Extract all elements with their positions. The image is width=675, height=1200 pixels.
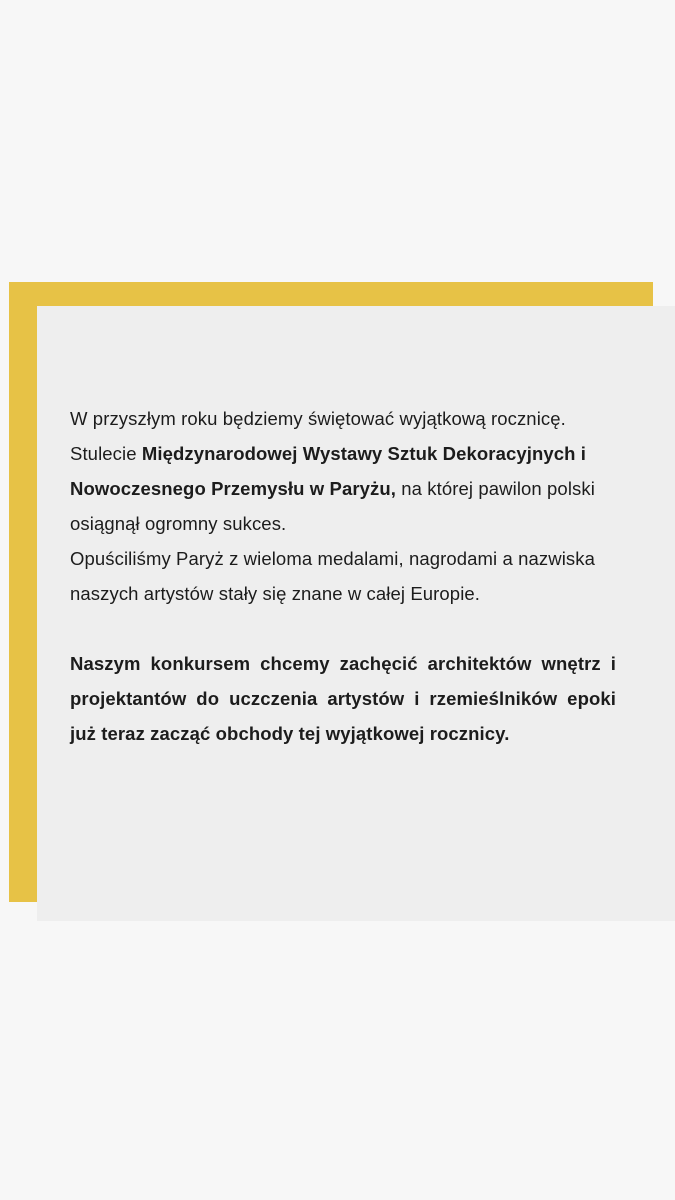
intro-line-2-lead: Stulecie	[70, 443, 142, 464]
text-content-card	[37, 306, 675, 921]
intro-line-3: Opuściliśmy Paryż z wieloma medalami, nagrodami a nazwiska naszych artystów stały się znane w całej Europie.	[70, 548, 596, 604]
intro-line-1: W przyszłym roku będziemy świętować wyjątkową rocznicę.	[70, 408, 566, 429]
exhibition-title-bold: Międzynarodowej Wystawy Sztuk Dekoracyjnych i Nowoczesnego Przemysłu w Paryżu,	[70, 443, 587, 499]
paragraph-spacer	[70, 611, 616, 646]
paragraph-closing: Naszym konkursem chcemy zachęcić architektów wnętrz i projektantów do uczczenia artystów i rzemieślników epoki już teraz zacząć obchody tej wyjątkowej rocznicy.	[70, 653, 616, 744]
intro-line-2-tail: na której pawilon polski osiągnął ogromny sukces.	[70, 478, 595, 534]
card-body	[70, 401, 616, 751]
paragraph-intro	[70, 401, 616, 611]
